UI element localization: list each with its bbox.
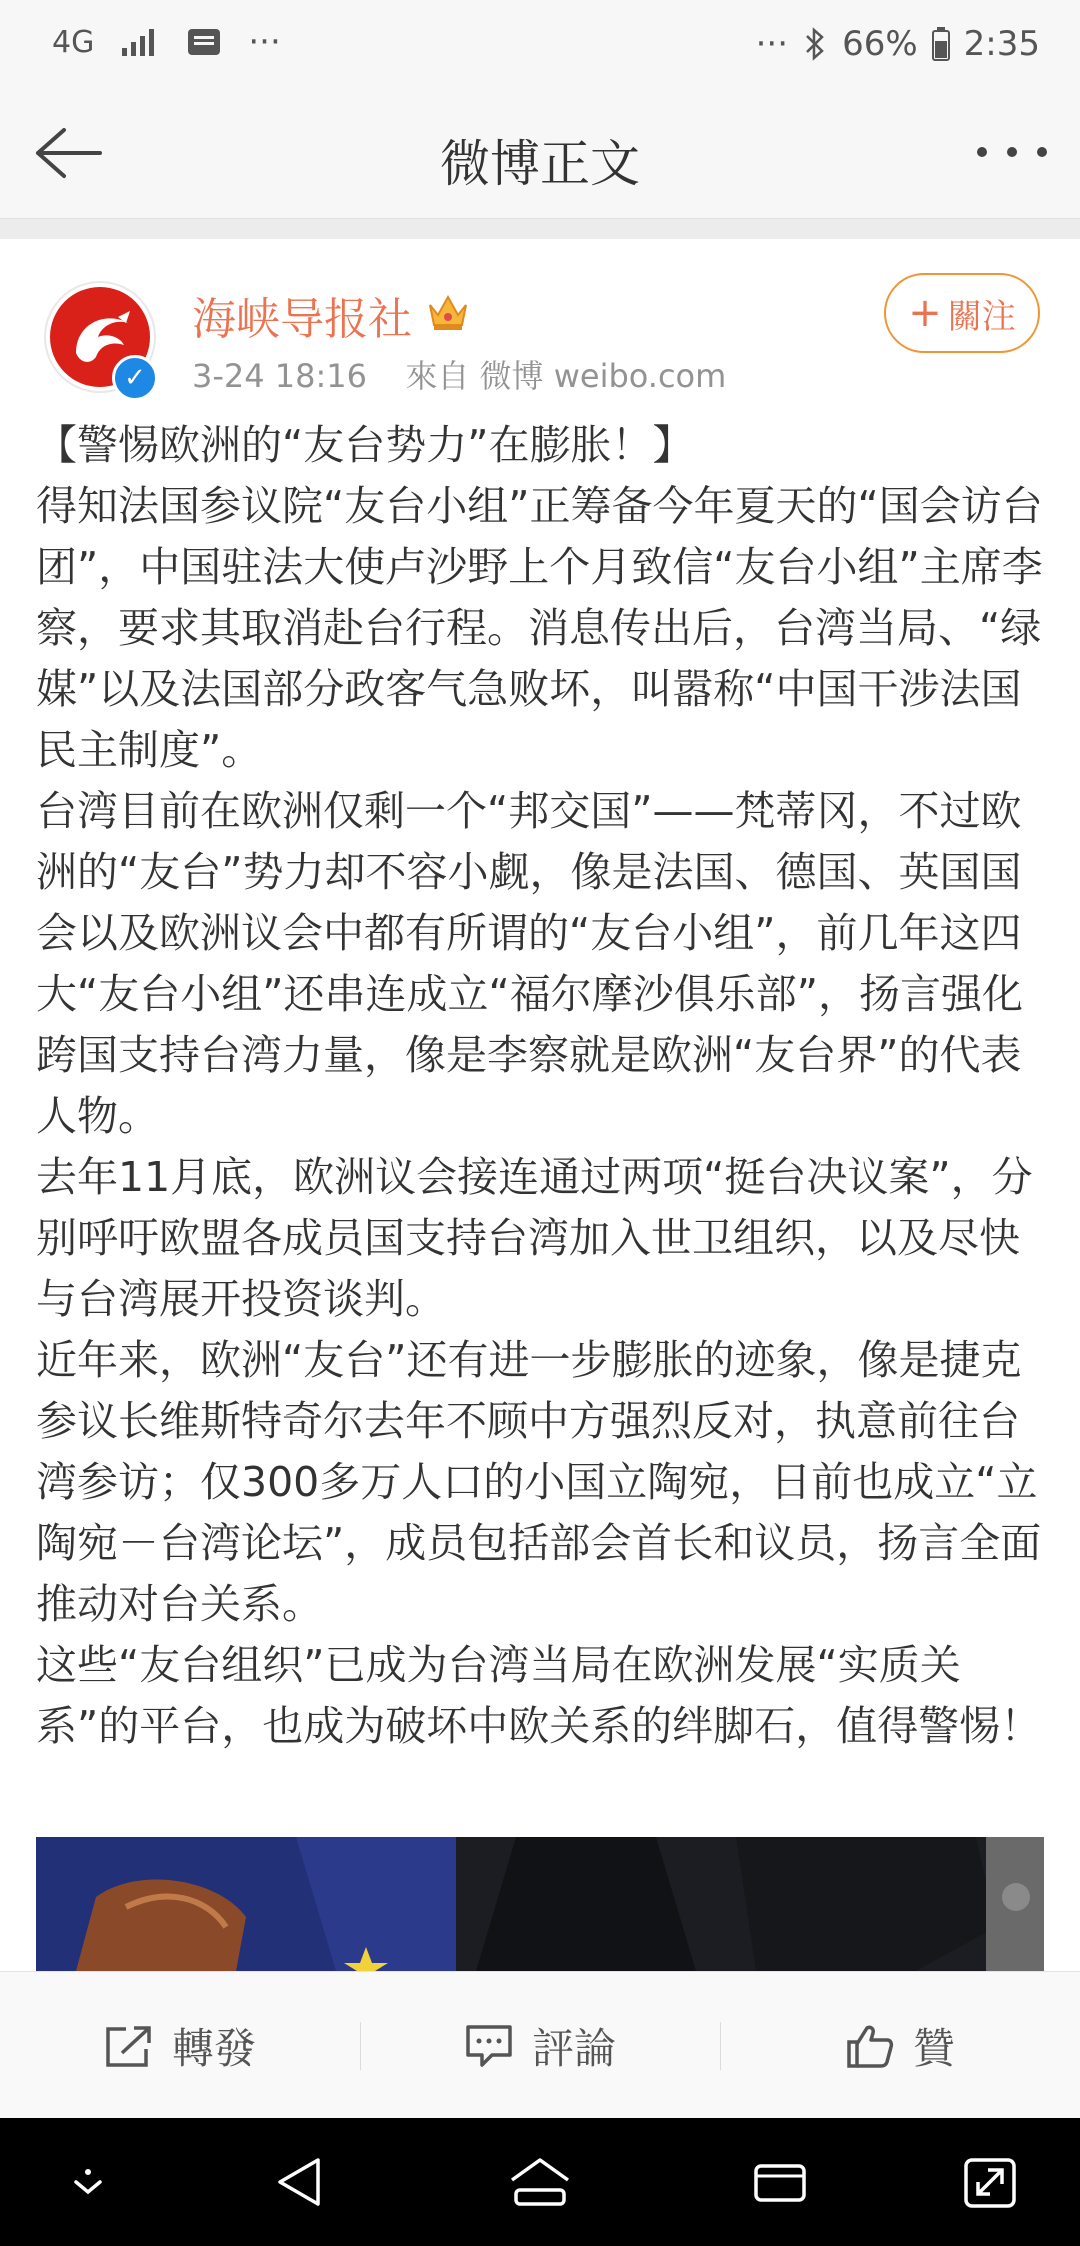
top-nav-header: [0, 90, 1080, 219]
more-dots-icon[interactable]: [972, 132, 1052, 172]
post-paragraph: 这些“友台组织”已成为台湾当局在欧洲发展“实质关系”的平台，也成为破坏中欧关系的绊脚石，值得警惕！: [36, 1641, 1042, 1750]
repost-label: 轉發: [171, 2023, 256, 2073]
post-meta: [192, 351, 726, 397]
nav-recents-icon[interactable]: [748, 2152, 812, 2212]
post-source: 來自 微博 weibo.com: [405, 357, 727, 395]
nav-hide-icon[interactable]: [56, 2152, 120, 2212]
status-bar: [0, 0, 1080, 90]
comment-icon: [464, 2023, 514, 2069]
bluetooth-icon: [802, 26, 828, 62]
divider: [0, 219, 1080, 239]
thumbs-up-icon: [845, 2022, 895, 2070]
post-photo: [36, 1837, 1044, 1971]
author-name[interactable]: 海峡导报社: [192, 294, 412, 345]
post-paragraph: 得知法国参议院“友台小组”正筹备今年夏天的“国会访台团”，中国驻法大使卢沙野上个月致信“友台小组”主席李察，要求其取消赴台行程。消息传出后，台湾当局、“绿媒”以及法国部分政客气急败坏，叫嚣称“中国干涉法国民主制度”。: [36, 482, 1043, 774]
message-icon: [186, 26, 222, 58]
post-paragraph: 【警惕欧洲的“友台势力”在膨胀！】: [36, 421, 694, 469]
follow-button[interactable]: [884, 273, 1040, 353]
status-time: 2:35: [963, 24, 1040, 64]
post-paragraph: 去年11月底，欧洲议会接连通过两项“挺台决议案”，分别呼吁欧盟各成员国支持台湾加入世卫组织，以及尽快与台湾展开投资谈判。: [36, 1153, 1033, 1323]
post-date: 3-24 18:16: [192, 357, 368, 395]
signal-icon: [120, 26, 160, 58]
nav-back-icon[interactable]: [268, 2152, 332, 2212]
post-image[interactable]: [36, 1837, 1044, 1971]
like-label: 贊: [912, 2023, 955, 2073]
status-more-left: ···: [248, 22, 281, 62]
battery-percent: 66%: [842, 24, 918, 64]
crown-icon: [424, 287, 472, 335]
post-action-bar: [0, 1971, 1080, 2119]
like-button[interactable]: [720, 1972, 1080, 2119]
nav-expand-icon[interactable]: [958, 2152, 1022, 2212]
battery-icon: [932, 27, 950, 61]
verified-badge-icon: ✓: [112, 355, 158, 401]
post-paragraph: 台湾目前在欧洲仅剩一个“邦交国”——梵蒂冈，不过欧洲的“友台”势力却不容小觑，像是法国、德国、英国国会以及欧洲议会中都有所谓的“友台小组”，前几年这四大“友台小组”还串连成立“福尔摩沙俱乐部”，扬言强化跨国支持台湾力量，像是李察就是欧洲“友台界”的代表人物。: [36, 787, 1023, 1140]
post-body: [36, 415, 1046, 1757]
status-more-right: ···: [755, 24, 789, 64]
network-4g-icon: 4G: [52, 24, 95, 60]
nav-home-icon[interactable]: [508, 2152, 572, 2212]
system-nav-bar: [0, 2118, 1080, 2246]
post-paragraph: 近年来，欧洲“友台”还有进一步膨胀的迹象，像是捷克参议长维斯特奇尔去年不顾中方强烈反对，执意前往台湾参访；仅300多万人口的小国立陶宛，日前也成立“立陶宛－台湾论坛”，成员包括部会首长和议员，扬言全面推动对台关系。: [36, 1336, 1042, 1628]
plus-icon: +: [908, 290, 942, 336]
page-title: 微博正文: [440, 135, 640, 193]
comment-label: 評論: [531, 2023, 616, 2073]
repost-icon: [104, 2023, 154, 2069]
post-card: [0, 239, 1080, 1971]
repost-button[interactable]: [0, 1972, 360, 2119]
comment-button[interactable]: [360, 1972, 720, 2119]
follow-label: 關注: [947, 296, 1016, 337]
